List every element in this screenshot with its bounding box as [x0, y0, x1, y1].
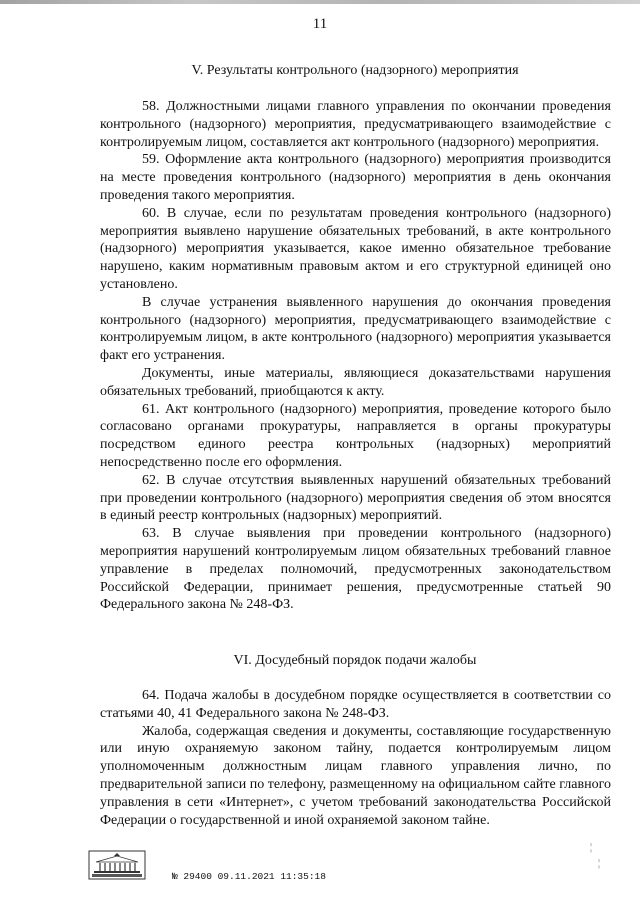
paragraph: 62. В случае отсутствия выявленных нарушений обязательных требований при проведении контрольного (надзорного) мероприятия сведения об этом вносятся в единый реестр контрольных (надзорных) мероприятий. — [100, 472, 611, 524]
paragraph: 63. В случае выявления при проведении контрольного (надзорного) мероприятия нарушений контролируемым лицом обязательных требований главное управление в пределах полномочий, предусмотренных законодательством Российской Федерации, принимает решения, предусмотренные статьей 90 Федерального закона № 248-ФЗ. — [100, 526, 611, 613]
section-heading-results: V. Результаты контрольного (надзорного) мероприятия — [191, 63, 519, 78]
paragraph: Документы, иные материалы, являющиеся доказательствами нарушения обязательных требований, приобщаются к акту. — [100, 365, 611, 399]
paragraph: 60. В случае, если по результатам проведения контрольного (надзорного) мероприятия выявлено нарушение обязательных требований, в акте контрольного (надзорного) мероприятия указывается, какое именно обязательное требование нарушено, каким нормативным правовым актом и его структурной единицей оно установлено. — [100, 205, 611, 292]
paragraph: 61. Акт контрольного (надзорного) мероприятия, проведение которого было согласовано органами прокуратуры, направляется в органы прокуратуры посредством единого реестра контрольных (надзорных) мероприятий непосредственно после его оформления. — [100, 401, 611, 470]
document-stamp: № 29400 09.11.2021 11:35:18 — [172, 871, 326, 882]
page-number: 11 — [312, 16, 328, 32]
paragraph: 58. Должностными лицами главного управления по окончании проведения контрольного (надзорного) мероприятия, предусматривающего взаимодействие с контролируемым лицом, составляется акт контрольного (надзорного) мероприятия. — [100, 99, 611, 150]
paragraph: 59. Оформление акта контрольного (надзорного) мероприятия производится на месте проведения контрольного (надзорного) мероприятия в день окончания проведения такого мероприятия. — [100, 152, 611, 203]
section-results-body — [100, 98, 611, 614]
scan-mark: ¦ — [598, 858, 601, 869]
scan-edge — [0, 0, 640, 4]
paragraph: 64. Подача жалобы в досудебном порядке осуществляется в соответствии со статьями 40, 41 Федерального закона № 248-ФЗ. — [100, 688, 611, 721]
government-building-logo-icon — [88, 850, 146, 880]
scan-mark: ¦ — [590, 842, 593, 853]
footer — [88, 850, 348, 890]
section-heading-appeal: VI. Досудебный порядок подачи жалобы — [233, 653, 477, 668]
section-appeal-body — [100, 687, 611, 829]
paragraph: В случае устранения выявленного нарушения до окончания проведения контрольного (надзорного) мероприятия, предусматривающего взаимодействие с контролируемым лицом, в акте контрольного (надзорного) мероприятия указывается факт его устранения. — [100, 294, 611, 364]
paragraph: Жалоба, содержащая сведения и документы, составляющие государственную или иную охраняемую законом тайну, подается контролируемым лицом уполномоченным должностным лицам главного управления лично, по предварительной записи по телефону, размещенному на официальном сайте главного управления в сети «Интернет», с учетом требований законодательства Российской Федерации о государственной и иной охраняемой законом тайне. — [100, 723, 611, 828]
